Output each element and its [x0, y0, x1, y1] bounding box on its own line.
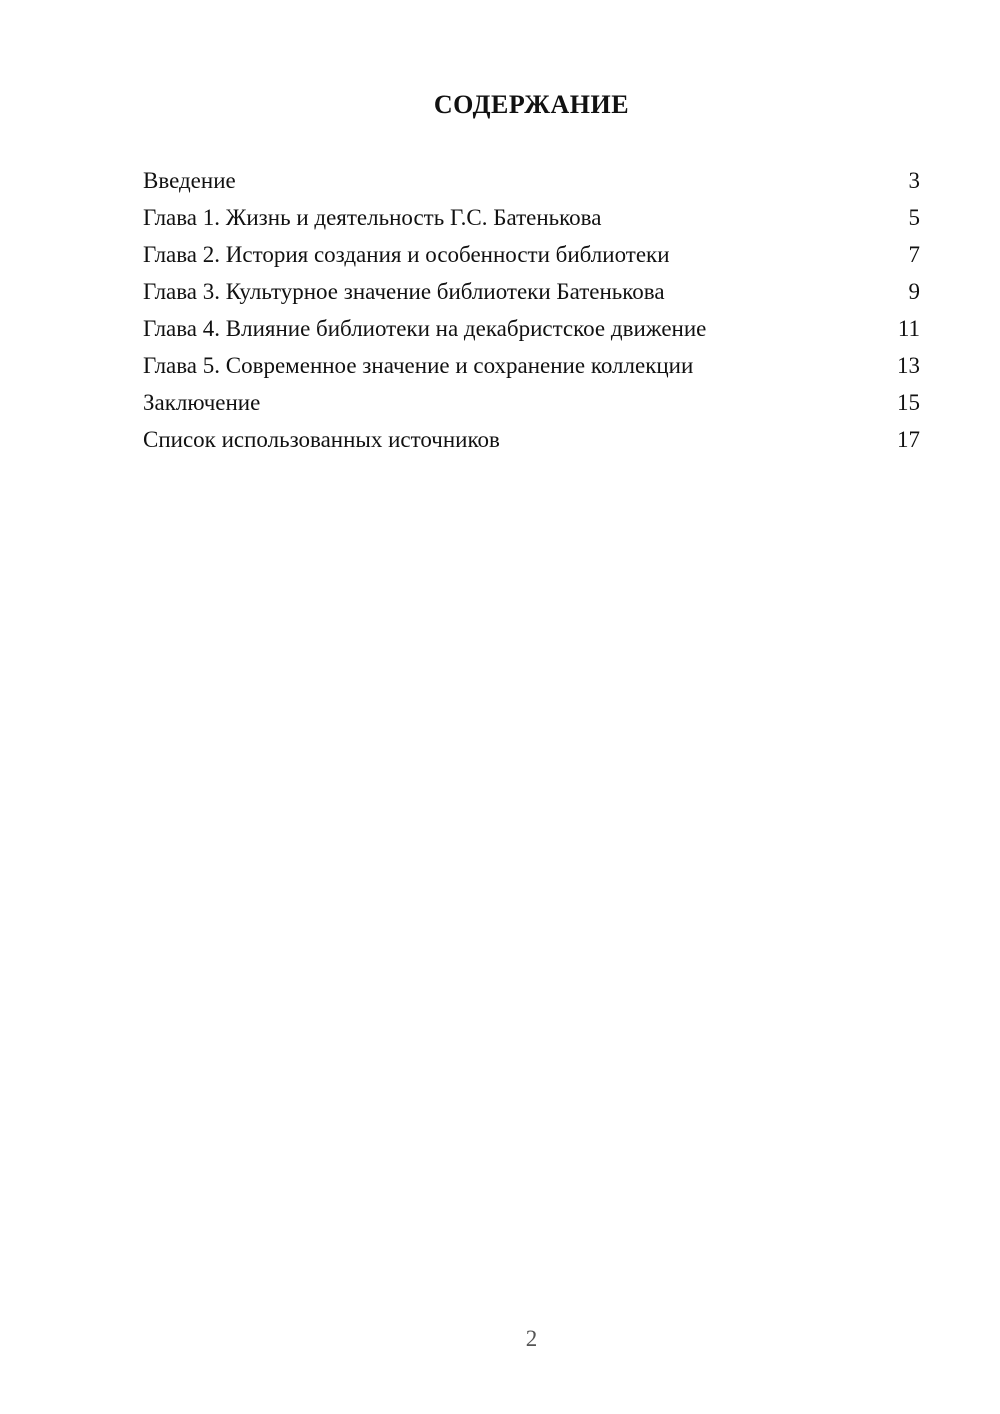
- toc-entry-page: 13: [897, 353, 920, 378]
- toc-entry-label: Глава 4. Влияние библиотеки на декабристское движение: [143, 316, 707, 341]
- toc-entry-page: 15: [897, 390, 920, 415]
- toc-entry-label: Глава 2. История создания и особенности библиотеки: [143, 242, 670, 267]
- toc-entry: [143, 162, 920, 199]
- toc-entry-label: Глава 1. Жизнь и деятельность Г.С. Батенькова: [143, 205, 602, 230]
- toc-entry: [143, 310, 920, 347]
- toc-entry-label: Введение: [143, 168, 236, 193]
- toc-entry-page: 9: [908, 279, 920, 304]
- toc-entry: [143, 236, 920, 273]
- page-number-footer: 2: [525, 1326, 538, 1351]
- toc-entry-page: 5: [908, 205, 920, 230]
- toc-entry-page: 17: [897, 427, 920, 452]
- toc-entry: [143, 421, 920, 458]
- toc-entry-page: 7: [908, 242, 920, 267]
- table-of-contents: [143, 162, 920, 458]
- toc-entry-label: Глава 5. Современное значение и сохранение коллекции: [143, 353, 694, 378]
- toc-entry-page: 3: [908, 168, 920, 193]
- toc-entry-label: Заключение: [143, 390, 261, 415]
- toc-entry: [143, 199, 920, 236]
- toc-entry: [143, 347, 920, 384]
- toc-entry: [143, 273, 920, 310]
- page-title: СОДЕРЖАНИЕ: [433, 90, 630, 119]
- toc-entry: [143, 384, 920, 421]
- toc-entry-label: Список использованных источников: [143, 427, 500, 452]
- toc-entry-page: 11: [897, 316, 920, 341]
- toc-entry-label: Глава 3. Культурное значение библиотеки Батенькова: [143, 279, 665, 304]
